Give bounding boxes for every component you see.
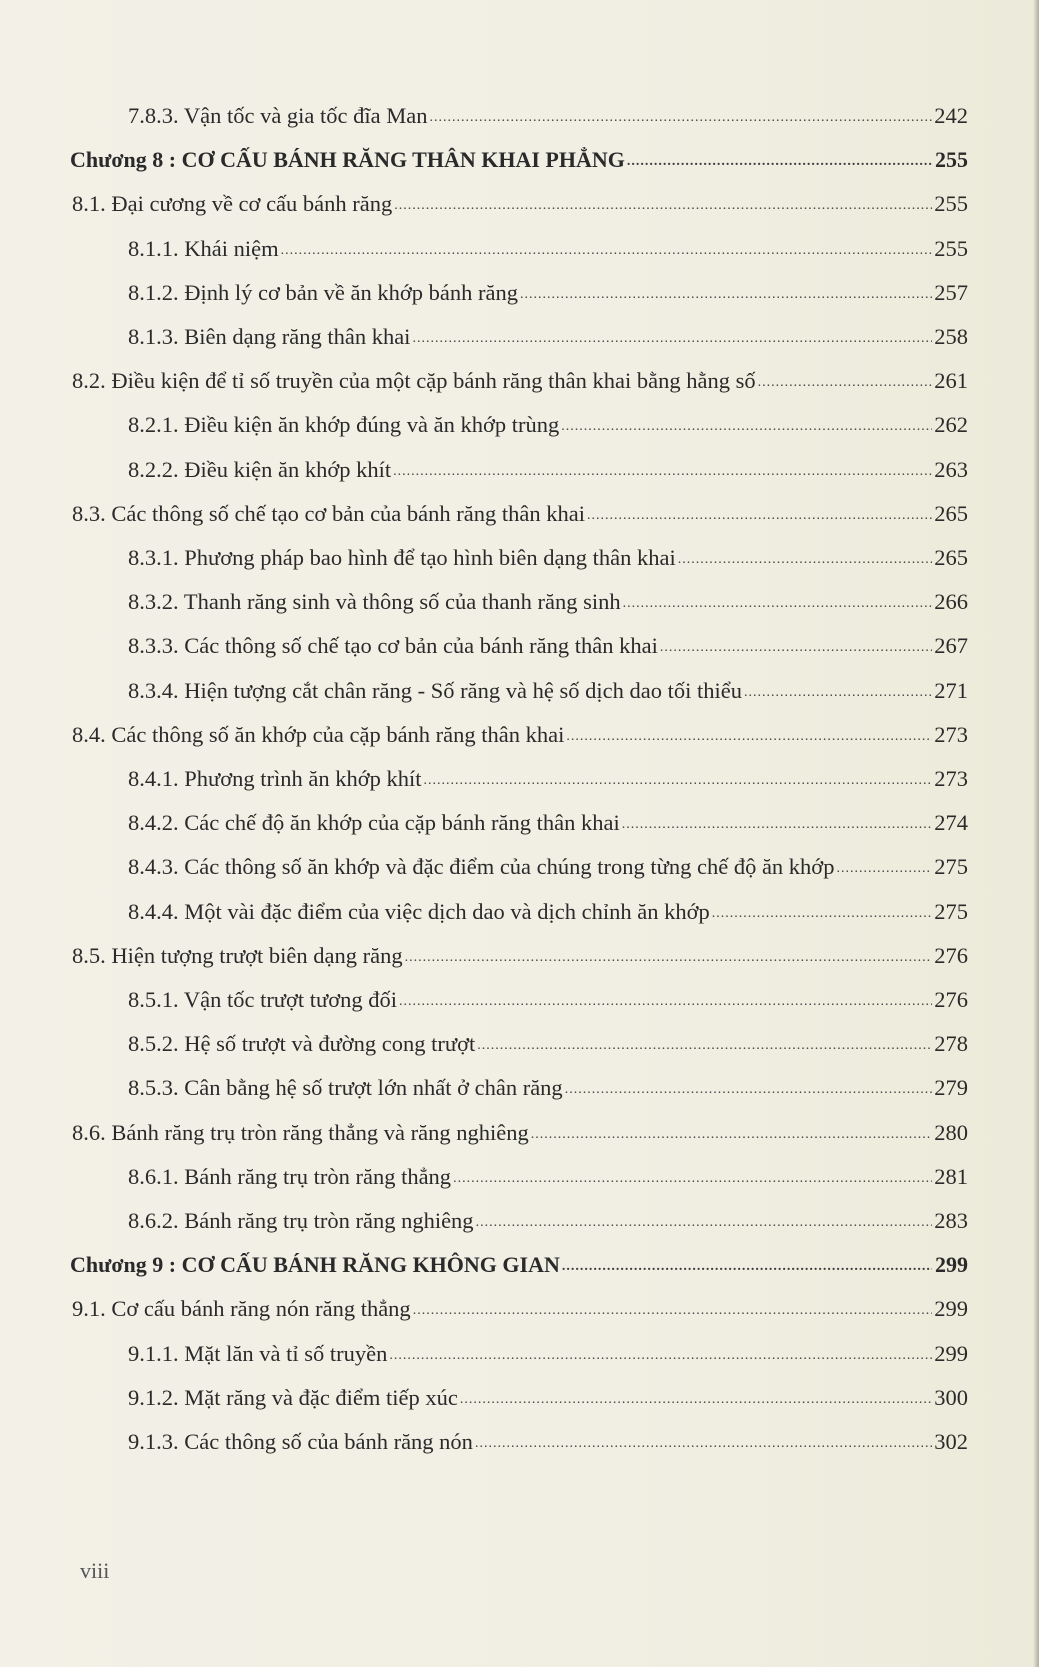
toc-subsection-entry <box>128 671 968 711</box>
toc-entry-label: 8.6.2. Bánh răng trụ tròn răng nghiêng <box>128 1208 474 1233</box>
dot-leader <box>660 624 932 668</box>
toc-section-entry <box>72 361 968 401</box>
toc-entry-label: Chương 8 : CƠ CẤU BÁNH RĂNG THÂN KHAI PHẲNG <box>70 147 625 173</box>
toc-entry-label: 9.1. Cơ cấu bánh răng nón răng thẳng <box>72 1296 411 1322</box>
toc-entry-label: 8.4.4. Một vài đặc điểm của việc dịch dao và dịch chỉnh ăn khớp <box>128 898 710 924</box>
toc-entry-page-number: 255 <box>935 147 968 173</box>
toc-chapter-entry <box>70 140 968 180</box>
toc-entry-page-number: 300 <box>934 1384 968 1410</box>
toc-entry-page-number: 267 <box>934 633 968 659</box>
dot-leader <box>399 978 932 1022</box>
toc-entry-page-number: 271 <box>934 677 968 703</box>
dot-leader <box>424 757 933 801</box>
toc-entry-page-number: 273 <box>934 721 968 747</box>
toc-entry-label: 8.3.3. Các thông số chế tạo cơ bản của bánh răng thân khai <box>128 633 658 659</box>
toc-subsection-entry <box>128 1334 968 1374</box>
dot-leader <box>712 890 932 934</box>
toc-entry-label: 8.4.1. Phương trình ăn khớp khít <box>128 766 422 791</box>
dot-leader <box>394 182 932 226</box>
toc-entry-page-number: 275 <box>934 854 968 880</box>
toc-entry-page-number: 281 <box>934 1163 968 1189</box>
dot-leader <box>531 1111 932 1155</box>
toc-subsection-entry <box>128 538 968 578</box>
toc-subsection-entry <box>128 1378 968 1418</box>
toc-subsection-entry <box>128 1157 968 1197</box>
toc-entry-label: 8.3.4. Hiện tượng cắt chân răng - Số răng và hệ số dịch dao tối thiểu <box>128 677 742 703</box>
toc-entry-label: 8.3.1. Phương pháp bao hình để tạo hình biên dạng thân khai <box>128 545 676 570</box>
toc-entry-label: 9.1.3. Các thông số của bánh răng nón <box>128 1429 473 1454</box>
dot-leader <box>562 1243 932 1287</box>
toc-entry-label: 8.4. Các thông số ăn khớp của cặp bánh răng thân khai <box>72 721 565 747</box>
toc-section-entry <box>72 1289 968 1329</box>
dot-leader <box>520 271 932 315</box>
toc-section-entry <box>72 936 968 976</box>
dot-leader <box>393 448 932 492</box>
toc-entry-page-number: 273 <box>934 766 968 791</box>
toc-entry-page-number: 274 <box>934 810 968 836</box>
toc-entry-label: 8.4.3. Các thông số ăn khớp và đặc điểm của chúng trong từng chế độ ăn khớp <box>128 854 835 880</box>
toc-entry-page-number: 280 <box>934 1119 968 1145</box>
toc-subsection-entry <box>128 229 968 269</box>
toc-subsection-entry <box>128 405 968 445</box>
toc-subsection-entry <box>128 96 968 136</box>
toc-subsection-entry <box>128 980 968 1020</box>
toc-section-entry <box>72 1113 968 1153</box>
toc-entry-page-number: 265 <box>934 545 968 570</box>
dot-leader <box>678 536 932 580</box>
dot-leader <box>389 1332 932 1376</box>
toc-entry-page-number: 257 <box>934 279 968 305</box>
dot-leader <box>587 492 932 536</box>
toc-chapter-entry <box>70 1245 968 1285</box>
toc-subsection-entry <box>128 273 968 313</box>
toc-entry-label: 8.5.2. Hệ số trượt và đường cong trượt <box>128 1031 476 1057</box>
toc-entry-label: 8.6.1. Bánh răng trụ tròn răng thẳng <box>128 1163 452 1189</box>
toc-entry-label: 9.1.2. Mặt răng và đặc điểm tiếp xúc <box>128 1384 458 1410</box>
toc-entry-page-number: 261 <box>934 368 968 394</box>
dot-leader <box>623 580 932 624</box>
toc-subsection-entry <box>128 803 968 843</box>
toc-subsection-entry <box>128 582 968 622</box>
toc-entry-page-number: 255 <box>934 191 968 217</box>
toc-subsection-entry <box>128 1201 968 1241</box>
dot-leader <box>758 359 932 403</box>
page-number-footer: viii <box>80 1558 110 1583</box>
toc-entry-label: 8.5. Hiện tượng trượt biên dạng răng <box>72 942 403 968</box>
toc-subsection-entry <box>128 1068 968 1108</box>
toc-entry-page-number: 278 <box>934 1031 968 1057</box>
toc-entry-page-number: 242 <box>934 103 968 128</box>
dot-leader <box>412 315 932 359</box>
toc-entry-page-number: 276 <box>934 942 968 968</box>
toc-entry-label: 8.6. Bánh răng trụ tròn răng thẳng và răng nghiêng <box>72 1119 529 1145</box>
toc-section-entry <box>72 715 968 755</box>
toc-entry-page-number: 262 <box>934 412 968 438</box>
toc-subsection-entry <box>128 450 968 490</box>
page-edge-shadow <box>1033 0 1039 1667</box>
toc-subsection-entry <box>128 1024 968 1064</box>
dot-leader <box>453 1155 932 1199</box>
toc-entry-label: 9.1.1. Mặt lăn và tỉ số truyền <box>128 1340 388 1366</box>
toc-subsection-entry <box>128 759 968 799</box>
toc-subsection-entry <box>128 317 968 357</box>
toc-entry-label: 8.5.3. Cân bằng hệ số trượt lớn nhất ở chân răng <box>128 1075 563 1101</box>
toc-entry-page-number: 279 <box>934 1075 968 1101</box>
toc-subsection-entry <box>128 626 968 666</box>
toc-entry-page-number: 302 <box>934 1429 968 1454</box>
toc-entry-label: Chương 9 : CƠ CẤU BÁNH RĂNG KHÔNG GIAN <box>70 1252 560 1278</box>
dot-leader <box>413 1287 932 1331</box>
toc-entry-page-number: 255 <box>934 235 968 261</box>
toc-entry-label: 8.2.2. Điều kiện ăn khớp khít <box>128 456 392 482</box>
toc-entry-label: 8.2. Điều kiện để tỉ số truyền của một cặp bánh răng thân khai bằng hằng số <box>72 368 756 394</box>
toc-subsection-entry <box>128 1422 968 1462</box>
toc-entry-label: 8.2.1. Điều kiện ăn khớp đúng và ăn khớp trùng <box>128 412 560 438</box>
dot-leader <box>561 403 932 447</box>
dot-leader <box>744 669 932 713</box>
dot-leader <box>565 1066 932 1110</box>
toc-entry-label: 7.8.3. Vận tốc và gia tốc đĩa Man <box>128 103 428 128</box>
toc-entry-page-number: 266 <box>934 589 968 615</box>
dot-leader <box>477 1022 932 1066</box>
toc-entry-page-number: 275 <box>934 898 968 924</box>
dot-leader <box>476 1199 932 1243</box>
toc-entry-label: 8.1.3. Biên dạng răng thân khai <box>128 324 411 349</box>
toc-entry-page-number: 276 <box>934 987 968 1012</box>
toc-entry-page-number: 263 <box>934 456 968 482</box>
toc-entry-label: 8.3. Các thông số chế tạo cơ bản của bánh răng thân khai <box>72 500 585 526</box>
toc-entry-label: 8.4.2. Các chế độ ăn khớp của cặp bánh răng thân khai <box>128 810 620 836</box>
dot-leader <box>627 138 932 182</box>
dot-leader <box>566 713 932 757</box>
toc-subsection-entry <box>128 847 968 887</box>
dot-leader <box>281 227 932 271</box>
toc-entry-label: 8.3.2. Thanh răng sinh và thông số của thanh răng sinh <box>128 589 621 615</box>
toc-entry-page-number: 265 <box>934 500 968 526</box>
dot-leader <box>405 934 932 978</box>
toc-subsection-entry <box>128 892 968 932</box>
dot-leader <box>836 845 932 889</box>
toc-entry-label: 8.5.1. Vận tốc trượt tương đối <box>128 987 398 1012</box>
toc-entry-page-number: 283 <box>934 1208 968 1233</box>
toc-entry-page-number: 258 <box>934 324 968 349</box>
toc-entry-label: 8.1. Đại cương về cơ cấu bánh răng <box>72 191 393 217</box>
dot-leader <box>460 1376 932 1420</box>
dot-leader <box>430 94 932 138</box>
dot-leader <box>475 1420 932 1464</box>
toc-section-entry <box>72 494 968 534</box>
toc-entry-page-number: 299 <box>934 1340 968 1366</box>
dot-leader <box>622 801 932 845</box>
toc-entry-page-number: 299 <box>935 1252 968 1278</box>
toc-section-entry <box>72 184 968 224</box>
toc-entry-label: 8.1.1. Khái niệm <box>128 235 279 261</box>
toc-entry-page-number: 299 <box>934 1296 968 1322</box>
toc-entry-label: 8.1.2. Định lý cơ bản về ăn khớp bánh răng <box>128 279 518 305</box>
